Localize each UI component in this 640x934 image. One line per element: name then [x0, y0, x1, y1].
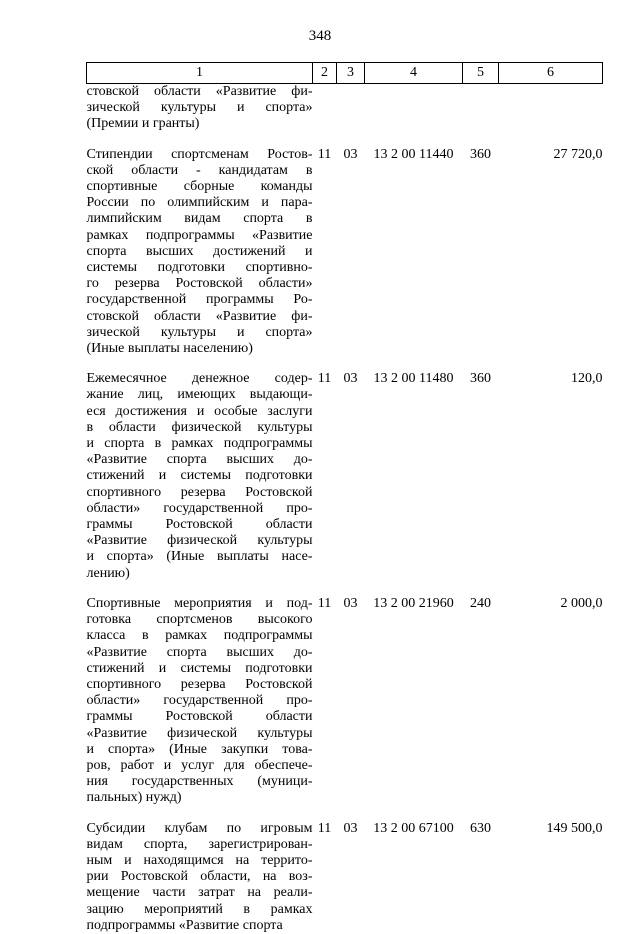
table-row — [87, 84, 603, 133]
description-line: мещение части затрат на реали- — [86, 885, 313, 901]
row-spacer-cell — [87, 357, 603, 371]
description-line: государственной программы Ро- — [86, 292, 313, 308]
description-line: (Премии и гранты) — [86, 116, 200, 132]
description-line: ской области - кандидатам в — [86, 162, 313, 178]
table-row — [87, 147, 603, 358]
description-line: Ежемесячное денежное содер- — [86, 371, 313, 387]
description-line: и спорта в рамках подпрограммы — [86, 436, 313, 452]
description-line: в области физической культуры — [86, 419, 313, 435]
table-row — [87, 821, 603, 934]
description-line: стижений и системы подготовки — [86, 660, 313, 676]
description-line: России по олимпийским и пара- — [86, 195, 313, 211]
column-header: 1 — [87, 63, 313, 84]
table-header-row — [87, 63, 603, 84]
column-header: 4 — [365, 63, 463, 84]
row-description — [87, 371, 313, 582]
description-line: системы подготовки спортивно- — [86, 260, 313, 276]
description-line: пальных) нужд) — [86, 790, 182, 806]
cell-c6: 149 500,0 — [546, 820, 603, 836]
description-line: граммы Ростовской области — [86, 709, 313, 725]
description-line: еся достижения и особые заслуги — [86, 403, 313, 419]
description-line: зацию мероприятий в рамках — [86, 901, 313, 917]
description-line: зической культуры и спорта» — [86, 100, 313, 116]
description-line: жание лиц, имеющих выдающи- — [86, 387, 313, 403]
description-line: стижений и системы подготовки — [86, 468, 313, 484]
cell-c6: 120,0 — [571, 371, 603, 387]
description-line: «Развитие спорта высших до- — [86, 644, 313, 660]
description-line: Спортивные мероприятия и под- — [86, 595, 313, 611]
column-header: 6 — [499, 63, 603, 84]
table-row — [87, 371, 603, 582]
page-number: 348 — [308, 28, 332, 44]
description-line: спорта высших достижений и — [86, 243, 313, 259]
cell-c4: 13 2 00 11480 — [373, 371, 454, 387]
description-line: и спорта» (Иные выплаты насе- — [86, 549, 313, 565]
description-line: «Развитие спорта высших до- — [86, 452, 313, 468]
description-line: спортивного резерва Ростовской — [86, 484, 313, 500]
description-line: «Развитие физической культуры — [86, 533, 313, 549]
description-line: подпрограммы «Развитие спорта — [86, 917, 283, 933]
description-line: граммы Ростовской области — [86, 517, 313, 533]
description-line: ния государственных (муници- — [86, 774, 313, 790]
description-line: го резерва Ростовской области» — [86, 276, 313, 292]
description-line: «Развитие физической культуры — [86, 725, 313, 741]
description-line: спортивные сборные команды — [86, 179, 313, 195]
row-description — [87, 147, 313, 358]
cell-c4 — [365, 84, 463, 133]
cell-c2 — [313, 84, 337, 133]
row-spacer-cell — [87, 133, 603, 147]
description-line: рамках подпрограммы «Развитие — [86, 227, 313, 243]
cell-c3: 03 — [343, 595, 358, 611]
cell-c6: 2 000,0 — [560, 595, 603, 611]
description-line: ров, работ и услуг для обеспече- — [86, 757, 313, 773]
cell-c3 — [337, 84, 365, 133]
description-line: области» государственной про- — [86, 693, 313, 709]
column-header: 5 — [463, 63, 499, 84]
cell-c6 — [499, 84, 603, 133]
cell-c3: 03 — [343, 146, 358, 162]
table-row — [87, 596, 603, 807]
description-line: спортивного резерва Ростовской — [86, 676, 313, 692]
description-line: Стипендии спортсменам Ростов- — [86, 146, 313, 162]
description-line: (Иные выплаты населению) — [86, 341, 253, 357]
cell-c2: 11 — [317, 371, 332, 387]
cell-c5: 240 — [470, 595, 491, 611]
row-spacer-cell — [87, 582, 603, 596]
cell-c2: 11 — [317, 146, 332, 162]
row-description — [87, 821, 313, 934]
cell-c6: 27 720,0 — [553, 146, 603, 162]
budget-table — [86, 62, 603, 934]
cell-c3: 03 — [343, 820, 358, 836]
row-spacer — [87, 133, 603, 147]
cell-c2: 11 — [317, 820, 332, 836]
column-header: 2 — [313, 63, 337, 84]
cell-c4: 13 2 00 67100 — [373, 820, 454, 836]
cell-c5: 360 — [470, 371, 491, 387]
description-line: готовка спортсменов высокого — [86, 612, 313, 628]
description-line: области» государственной про- — [86, 500, 313, 516]
description-line: лению) — [86, 565, 130, 581]
row-description — [87, 84, 313, 133]
column-header: 3 — [337, 63, 365, 84]
description-line: видам спорта, зарегистрирован- — [86, 836, 313, 852]
row-description — [87, 596, 313, 807]
description-line: класса в рамках подпрограммы — [86, 628, 313, 644]
row-spacer-cell — [87, 807, 603, 821]
row-spacer — [87, 357, 603, 371]
cell-c5 — [463, 84, 499, 133]
description-line: стовской области «Развитие фи- — [86, 308, 313, 324]
table-body — [87, 84, 603, 934]
cell-c3: 03 — [343, 371, 358, 387]
description-line: рии Ростовской области, на воз- — [86, 869, 313, 885]
description-line: лимпийским видам спорта в — [86, 211, 313, 227]
row-spacer — [87, 807, 603, 821]
description-line: ным и находящимся на террито- — [86, 852, 313, 868]
cell-c5: 360 — [470, 146, 491, 162]
cell-c4: 13 2 00 21960 — [373, 595, 454, 611]
cell-c5: 630 — [470, 820, 491, 836]
description-line: Субсидии клубам по игровым — [86, 820, 313, 836]
cell-c4: 13 2 00 11440 — [373, 146, 454, 162]
description-line: и спорта» (Иные закупки това- — [86, 741, 313, 757]
description-line: зической культуры и спорта» — [86, 324, 313, 340]
row-spacer — [87, 582, 603, 596]
cell-c2: 11 — [317, 595, 332, 611]
description-line: стовской области «Развитие фи- — [86, 84, 313, 99]
